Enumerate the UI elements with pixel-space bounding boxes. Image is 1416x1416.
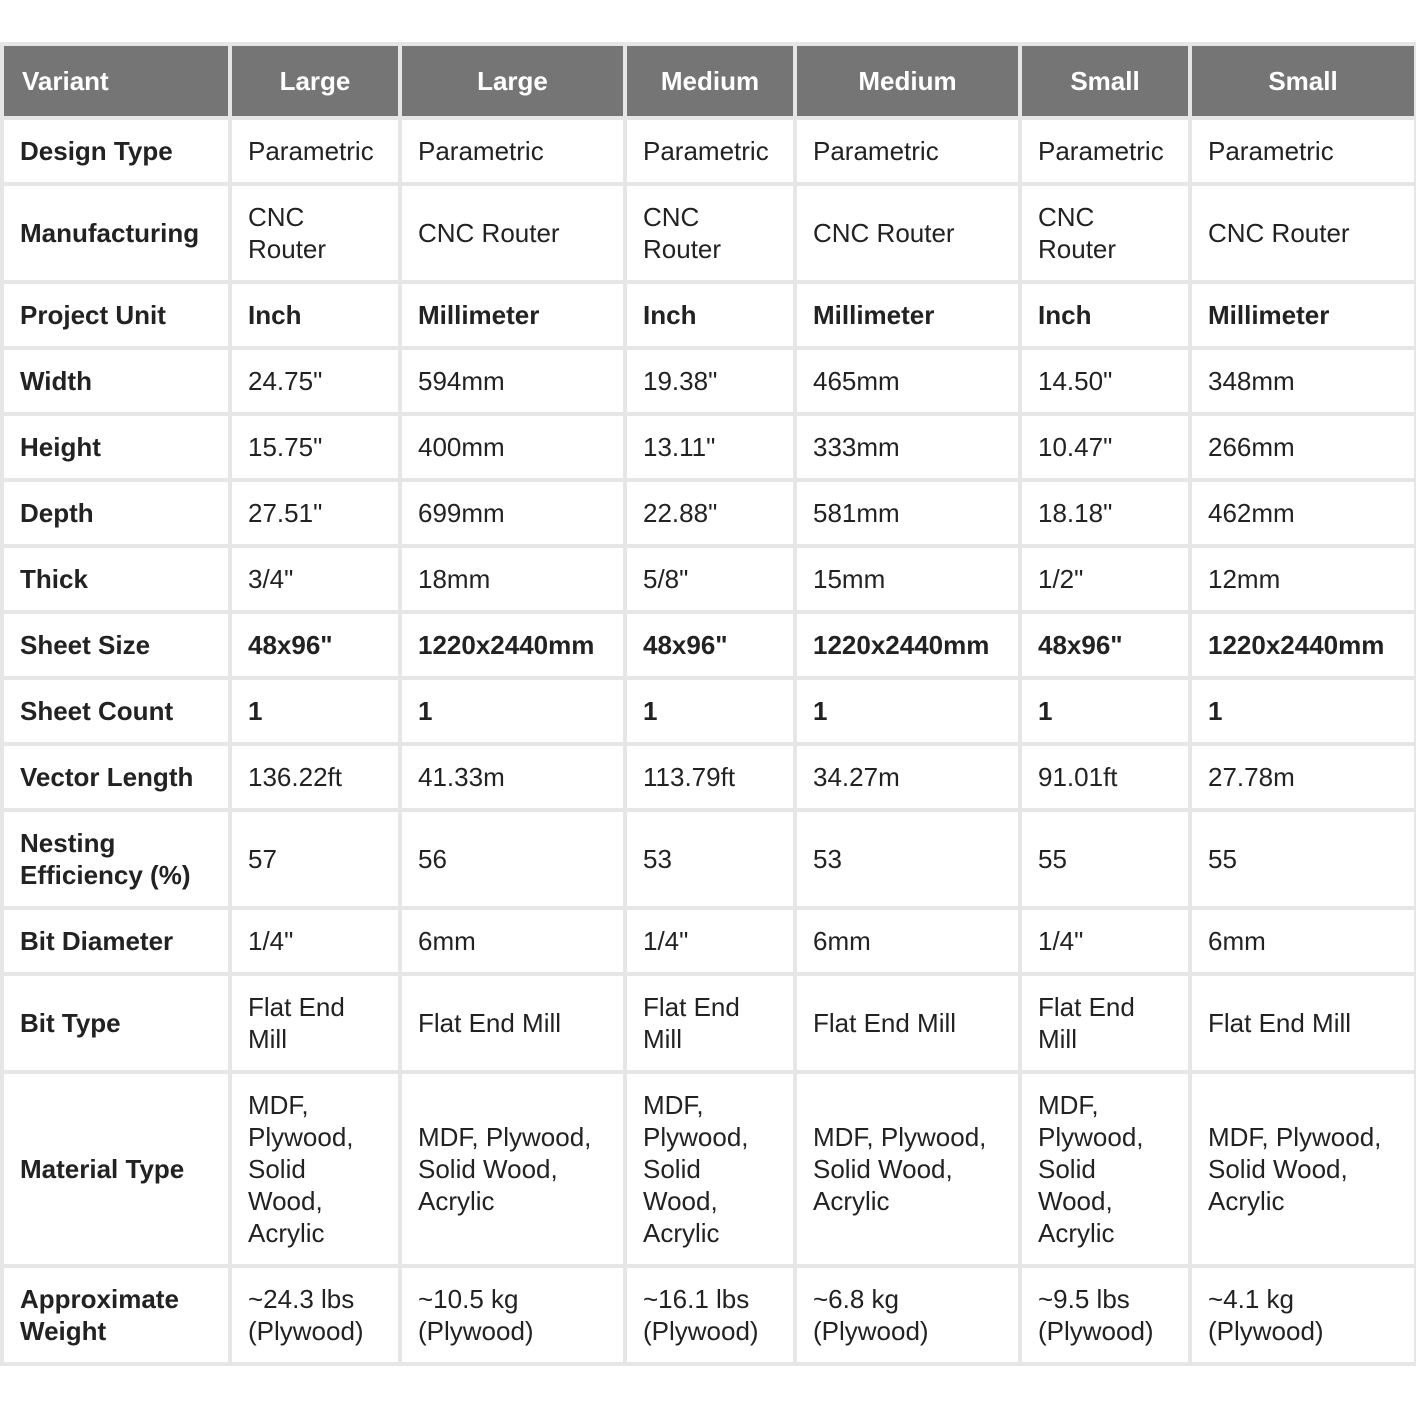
table-cell: 18mm [402, 548, 623, 610]
table-cell: 1220x2440mm [797, 614, 1018, 676]
table-cell: CNC Router [1192, 186, 1414, 280]
row-label: Width [4, 350, 228, 412]
row-label: Sheet Size [4, 614, 228, 676]
table-cell: 55 [1192, 812, 1414, 906]
table-cell: 10.47" [1022, 416, 1188, 478]
table-cell: 5/8" [627, 548, 793, 610]
table-cell: CNC Router [797, 186, 1018, 280]
table-cell: 6mm [797, 910, 1018, 972]
table-cell: 24.75" [232, 350, 398, 412]
table-cell: 22.88" [627, 482, 793, 544]
table-cell: CNC Router [232, 186, 398, 280]
table-cell: Millimeter [402, 284, 623, 346]
table-cell: CNC Router [402, 186, 623, 280]
row-label: Manufacturing [4, 186, 228, 280]
table-cell: ~10.5 kg (Plywood) [402, 1268, 623, 1362]
table-cell: 1/4" [1022, 910, 1188, 972]
header-cell: Medium [797, 46, 1018, 116]
table-cell: 53 [797, 812, 1018, 906]
row-label: Vector Length [4, 746, 228, 808]
table-cell: 1 [1022, 680, 1188, 742]
table-row-bit-diameter [4, 910, 1414, 972]
table-cell: 91.01ft [1022, 746, 1188, 808]
table-cell: CNC Router [1022, 186, 1188, 280]
table-cell: 400mm [402, 416, 623, 478]
table-cell: MDF, Plywood, Solid Wood, Acrylic [627, 1074, 793, 1264]
table-cell: 15.75" [232, 416, 398, 478]
table-cell: Inch [627, 284, 793, 346]
table-row-material-type [4, 1074, 1414, 1264]
table-cell: 1 [1192, 680, 1414, 742]
table-cell: 13.11" [627, 416, 793, 478]
table-cell: 1220x2440mm [1192, 614, 1414, 676]
table-cell: 41.33m [402, 746, 623, 808]
table-cell: 6mm [1192, 910, 1414, 972]
table-cell: 113.79ft [627, 746, 793, 808]
table-cell: MDF, Plywood, Solid Wood, Acrylic [402, 1074, 623, 1264]
row-label: Design Type [4, 120, 228, 182]
table-row-nesting-efficiency [4, 812, 1414, 906]
table-row-width [4, 350, 1414, 412]
table-row-manufacturing [4, 186, 1414, 280]
header-cell: Small [1192, 46, 1414, 116]
table-cell: Parametric [402, 120, 623, 182]
table-cell: 56 [402, 812, 623, 906]
table-cell: 19.38" [627, 350, 793, 412]
row-label: Material Type [4, 1074, 228, 1264]
table-cell: Parametric [1022, 120, 1188, 182]
table-cell: Flat End Mill [627, 976, 793, 1070]
table-cell: MDF, Plywood, Solid Wood, Acrylic [797, 1074, 1018, 1264]
row-label: Nesting Efficiency (%) [4, 812, 228, 906]
header-cell: Large [232, 46, 398, 116]
table-row-bit-type [4, 976, 1414, 1070]
table-row-project-unit [4, 284, 1414, 346]
table-cell: 1/4" [232, 910, 398, 972]
table-cell: ~16.1 lbs (Plywood) [627, 1268, 793, 1362]
table-cell: MDF, Plywood, Solid Wood, Acrylic [1022, 1074, 1188, 1264]
table-cell: 1/2" [1022, 548, 1188, 610]
table-cell: ~6.8 kg (Plywood) [797, 1268, 1018, 1362]
table-cell: 266mm [1192, 416, 1414, 478]
table-cell: Parametric [797, 120, 1018, 182]
table-cell: 333mm [797, 416, 1018, 478]
header-cell: Small [1022, 46, 1188, 116]
header-cell: Medium [627, 46, 793, 116]
table-cell: Inch [1022, 284, 1188, 346]
table-cell: 1 [232, 680, 398, 742]
table-cell: Flat End Mill [232, 976, 398, 1070]
table-cell: Inch [232, 284, 398, 346]
row-label: Project Unit [4, 284, 228, 346]
table-cell: Parametric [232, 120, 398, 182]
row-label: Sheet Count [4, 680, 228, 742]
table-cell: ~4.1 kg (Plywood) [1192, 1268, 1414, 1362]
table-row-vector-length [4, 746, 1414, 808]
table-cell: Parametric [1192, 120, 1414, 182]
table-cell: 48x96" [627, 614, 793, 676]
table-row-thick [4, 548, 1414, 610]
row-label: Thick [4, 548, 228, 610]
table-cell: 48x96" [232, 614, 398, 676]
table-cell: 1 [627, 680, 793, 742]
row-label: Height [4, 416, 228, 478]
table-cell: 34.27m [797, 746, 1018, 808]
table-cell: 53 [627, 812, 793, 906]
table-cell: CNC Router [627, 186, 793, 280]
table-cell: Parametric [627, 120, 793, 182]
spec-table-container [0, 42, 1414, 1366]
table-cell: 55 [1022, 812, 1188, 906]
table-cell: 57 [232, 812, 398, 906]
table-cell: 594mm [402, 350, 623, 412]
table-cell: ~24.3 lbs (Plywood) [232, 1268, 398, 1362]
header-cell: Large [402, 46, 623, 116]
row-label: Bit Type [4, 976, 228, 1070]
table-cell: ~9.5 lbs (Plywood) [1022, 1268, 1188, 1362]
table-cell: 581mm [797, 482, 1018, 544]
spec-table [0, 42, 1416, 1366]
table-row-sheet-count [4, 680, 1414, 742]
table-cell: 27.51" [232, 482, 398, 544]
header-cell-variant: Variant [4, 46, 228, 116]
table-cell: 18.18" [1022, 482, 1188, 544]
table-cell: MDF, Plywood, Solid Wood, Acrylic [232, 1074, 398, 1264]
table-cell: 12mm [1192, 548, 1414, 610]
table-cell: MDF, Plywood, Solid Wood, Acrylic [1192, 1074, 1414, 1264]
table-cell: 462mm [1192, 482, 1414, 544]
row-label: Depth [4, 482, 228, 544]
row-label: Approximate Weight [4, 1268, 228, 1362]
table-cell: Flat End Mill [1022, 976, 1188, 1070]
table-row-approximate-weight [4, 1268, 1414, 1362]
table-cell: Millimeter [797, 284, 1018, 346]
table-cell: 136.22ft [232, 746, 398, 808]
table-cell: 15mm [797, 548, 1018, 610]
table-row-height [4, 416, 1414, 478]
table-cell: 699mm [402, 482, 623, 544]
table-cell: 6mm [402, 910, 623, 972]
table-cell: Flat End Mill [1192, 976, 1414, 1070]
table-cell: Flat End Mill [402, 976, 623, 1070]
table-cell: Flat End Mill [797, 976, 1018, 1070]
table-row-design-type [4, 120, 1414, 182]
row-label: Bit Diameter [4, 910, 228, 972]
table-cell: 465mm [797, 350, 1018, 412]
table-cell: 1220x2440mm [402, 614, 623, 676]
table-cell: 14.50" [1022, 350, 1188, 412]
table-cell: 48x96" [1022, 614, 1188, 676]
table-cell: 1 [797, 680, 1018, 742]
table-cell: 1/4" [627, 910, 793, 972]
table-row-depth [4, 482, 1414, 544]
table-row-sheet-size [4, 614, 1414, 676]
table-cell: 348mm [1192, 350, 1414, 412]
table-cell: Millimeter [1192, 284, 1414, 346]
table-cell: 1 [402, 680, 623, 742]
table-cell: 3/4" [232, 548, 398, 610]
header-row [4, 46, 1414, 116]
table-cell: 27.78m [1192, 746, 1414, 808]
